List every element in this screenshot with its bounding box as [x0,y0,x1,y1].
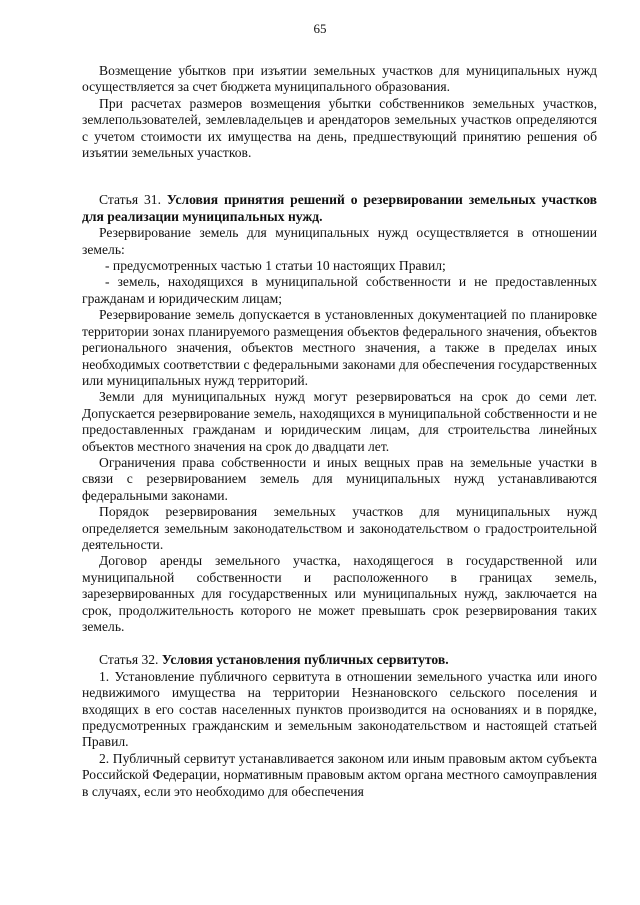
list-item: - предусмотренных частью 1 статьи 10 настоящих Правил; [105,258,446,274]
article-number: Статья 31. [99,192,167,208]
list-item: - земель, находящихся в муниципальной собственности и не предоставленных гражданам и юридическим лицам; [82,274,597,306]
article-32-heading [82,652,597,668]
paragraph: Возмещение убытков при изъятии земельных участков для муниципальных нужд осуществляется за счет бюджета муниципального образования. [82,63,597,95]
paragraph: Земли для муниципальных нужд могут резервироваться на срок до семи лет. Допускается резервирование земель, находящихся в муниципальной собственности и не предоставленных гражданам и юридическим лицам, для строительства линейных объектов местного значения на срок до двадцати лет. [82,389,597,454]
article-title: Условия принятия решений о резервировании земельных участков для реализации муниципальных нужд. [82,192,598,224]
article-number: Статья 32. [99,652,162,668]
paragraph: Резервирование земель для муниципальных нужд осуществляется в отношении земель: [82,225,597,257]
document-body [82,63,597,800]
paragraph: 2. Публичный сервитут устанавливается законом или иным правовым актом субъекта Российской Федерации, нормативным правовым актом органа местного самоуправления в случаях, если это необходимо для обеспечения [82,750,597,799]
page-number: 65 [313,21,327,36]
paragraph: Порядок резервирования земельных участков для муниципальных нужд определяется земельным законодательством и законодательством о градостроительной деятельности. [82,504,597,552]
paragraph: При расчетах размеров возмещения убытки собственников земельных участков, землепользователей, землевладельцев и арендаторов земельных участков определяются с учетом стоимости их имущества на день, предшествующий принятию решения об изъятии земельных участков. [82,95,597,161]
article-title: Условия установления публичных сервитутов. [161,652,449,668]
paragraph: 1. Установление публичного сервитута в отношении земельного участка или иного недвижимого имущества на территории Незнановского сельского поселения и входящих в его состав населенных пунктов производится на основаниях и в порядке, предусмотренных гражданским и земельным законодательством и настоящей статьей Правил. [82,668,597,750]
paragraph: Ограничения права собственности и иных вещных прав на земельные участки в связи с резервированием земель для муниципальных нужд устанавливаются федеральными законами. [82,454,597,503]
paragraph: Резервирование земель допускается в установленных документацией по планировке территории зонах планируемого размещения объектов федерального значения, объектов регионального значения, объектов местного значения, а также в пределах иных необходимых соответствии с федеральными законами для обеспечения государственных или муниципальных нужд территорий. [82,307,597,388]
article-31-heading [82,192,597,225]
paragraph: Договор аренды земельного участка, находящегося в государственной или муниципальной собственности и расположенного в границах земель, зарезервированных для государственных или муниципальных нужд, заключается на срок, продолжительность которого не может превышать срок резервирования таких земель. [82,553,597,634]
